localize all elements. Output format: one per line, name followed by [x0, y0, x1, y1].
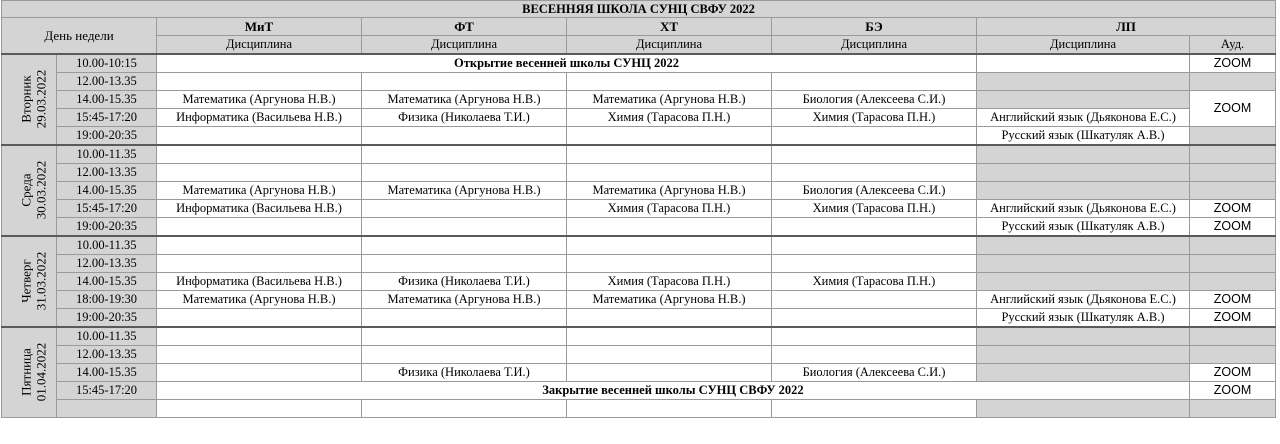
day-date: 31.03.2022 — [33, 251, 49, 310]
auditorium-cell — [1190, 255, 1276, 273]
lp-cell — [977, 54, 1190, 73]
discipline-cell: Математика (Аргунова Н.В.) — [362, 182, 567, 200]
schedule-row — [2, 327, 1276, 346]
discipline-cell — [772, 218, 977, 237]
discipline-cell: Химия (Тарасова П.Н.) — [772, 109, 977, 127]
discipline-cell — [157, 364, 362, 382]
discipline-cell — [567, 364, 772, 382]
discipline-cell: Химия (Тарасова П.Н.) — [567, 273, 772, 291]
discipline-cell — [567, 127, 772, 146]
discipline-cell: Математика (Аргунова Н.В.) — [157, 291, 362, 309]
discipline-cell — [362, 127, 567, 146]
day-name: Среда — [18, 172, 34, 207]
event-cell: Закрытие весенней школы СУНЦ СВФУ 2022 — [157, 382, 1190, 400]
discipline-cell — [772, 291, 977, 309]
time-slot: 12.00-13.35 — [57, 255, 157, 273]
discipline-cell — [772, 164, 977, 182]
day-cell — [2, 145, 57, 236]
discipline-cell — [977, 273, 1190, 291]
day-date: 29.03.2022 — [33, 69, 49, 128]
discipline-cell — [567, 255, 772, 273]
discipline-cell — [157, 164, 362, 182]
schedule-row — [2, 400, 1276, 418]
schedule-row — [2, 236, 1276, 255]
discipline-cell — [157, 327, 362, 346]
discipline-header: Дисциплина — [362, 36, 567, 55]
auditorium-cell — [1190, 127, 1276, 146]
discipline-cell — [772, 400, 977, 418]
day-cell — [2, 236, 57, 327]
discipline-cell — [772, 309, 977, 328]
discipline-cell — [977, 364, 1190, 382]
discipline-cell: Русский язык (Шкатуляк А.В.) — [977, 127, 1190, 146]
discipline-cell — [567, 73, 772, 91]
auditorium-header: Ауд. — [1190, 36, 1276, 55]
auditorium-cell: ZOOM — [1190, 382, 1276, 400]
discipline-cell: Биология (Алексеева С.И.) — [772, 182, 977, 200]
discipline-cell: Математика (Аргунова Н.В.) — [362, 91, 567, 109]
discipline-cell: Английский язык (Дьяконова Е.С.) — [977, 200, 1190, 218]
auditorium-cell — [1190, 145, 1276, 164]
discipline-cell — [362, 346, 567, 364]
discipline-cell — [977, 91, 1190, 109]
direction-header-xt: ХТ — [567, 18, 772, 36]
discipline-cell: Английский язык (Дьяконова Е.С.) — [977, 109, 1190, 127]
discipline-cell — [567, 327, 772, 346]
discipline-cell: Математика (Аргунова Н.В.) — [567, 182, 772, 200]
discipline-cell — [362, 218, 567, 237]
discipline-cell — [977, 164, 1190, 182]
direction-header-lp: ЛП — [977, 18, 1276, 36]
discipline-cell — [977, 182, 1190, 200]
direction-header-ft: ФТ — [362, 18, 567, 36]
discipline-cell — [772, 255, 977, 273]
schedule-row — [2, 200, 1276, 218]
discipline-cell — [362, 327, 567, 346]
auditorium-cell: ZOOM — [1190, 200, 1276, 218]
discipline-cell: Биология (Алексеева С.И.) — [772, 364, 977, 382]
discipline-cell: Информатика (Васильева Н.В.) — [157, 109, 362, 127]
day-name: Четверг — [18, 258, 34, 303]
discipline-cell: Физика (Николаева Т.И.) — [362, 364, 567, 382]
discipline-cell: Русский язык (Шкатуляк А.В.) — [977, 218, 1190, 237]
schedule-table — [1, 0, 1276, 418]
day-date: 01.04.2022 — [33, 342, 49, 401]
discipline-cell — [362, 400, 567, 418]
discipline-cell: Математика (Аргунова Н.В.) — [157, 182, 362, 200]
discipline-cell — [772, 236, 977, 255]
schedule-row — [2, 73, 1276, 91]
schedule-row — [2, 346, 1276, 364]
discipline-cell: Физика (Николаева Т.И.) — [362, 109, 567, 127]
discipline-cell — [977, 73, 1190, 91]
auditorium-cell: ZOOM — [1190, 309, 1276, 328]
time-slot: 10.00-11.35 — [57, 236, 157, 255]
discipline-cell — [772, 346, 977, 364]
discipline-cell — [772, 327, 977, 346]
schedule-row — [2, 291, 1276, 309]
time-slot: 18:00-19:30 — [57, 291, 157, 309]
discipline-header: Дисциплина — [157, 36, 362, 55]
time-slot: 14.00-15.35 — [57, 364, 157, 382]
discipline-cell — [977, 327, 1190, 346]
time-slot: 15:45-17:20 — [57, 200, 157, 218]
discipline-cell: Математика (Аргунова Н.В.) — [157, 91, 362, 109]
schedule-row — [2, 182, 1276, 200]
discipline-cell: Информатика (Васильева Н.В.) — [157, 273, 362, 291]
schedule-row — [2, 54, 1276, 73]
discipline-cell: Английский язык (Дьяконова Е.С.) — [977, 291, 1190, 309]
auditorium-cell — [1190, 273, 1276, 291]
discipline-cell — [362, 164, 567, 182]
day-name: Пятница — [18, 347, 34, 396]
time-slot: 14.00-15.35 — [57, 273, 157, 291]
day-date: 30.03.2022 — [33, 160, 49, 219]
discipline-cell — [362, 73, 567, 91]
discipline-cell: Математика (Аргунова Н.В.) — [362, 291, 567, 309]
discipline-cell — [567, 145, 772, 164]
time-slot: 14.00-15.35 — [57, 182, 157, 200]
discipline-cell: Химия (Тарасова П.Н.) — [772, 200, 977, 218]
auditorium-cell — [1190, 327, 1276, 346]
discipline-cell — [362, 200, 567, 218]
time-slot: 19:00-20:35 — [57, 127, 157, 146]
discipline-cell: Химия (Тарасова П.Н.) — [567, 200, 772, 218]
time-slot — [57, 400, 157, 418]
schedule-title: ВЕСЕННЯЯ ШКОЛА СУНЦ СВФУ 2022 — [2, 1, 1276, 18]
discipline-cell: Математика (Аргунова Н.В.) — [567, 291, 772, 309]
discipline-cell — [977, 346, 1190, 364]
time-slot: 19:00-20:35 — [57, 309, 157, 328]
day-name: Вторник — [18, 74, 34, 123]
discipline-cell — [977, 236, 1190, 255]
time-slot: 19:00-20:35 — [57, 218, 157, 237]
discipline-cell — [772, 145, 977, 164]
discipline-header: Дисциплина — [977, 36, 1190, 55]
schedule-row — [2, 109, 1276, 127]
day-cell — [2, 54, 57, 145]
day-label — [18, 160, 48, 219]
discipline-header: Дисциплина — [567, 36, 772, 55]
discipline-cell: Химия (Тарасова П.Н.) — [772, 273, 977, 291]
auditorium-cell — [1190, 236, 1276, 255]
auditorium-cell: ZOOM — [1190, 291, 1276, 309]
discipline-cell: Биология (Алексеева С.И.) — [772, 91, 977, 109]
time-slot: 15:45-17:20 — [57, 382, 157, 400]
discipline-cell — [772, 73, 977, 91]
auditorium-cell: ZOOM — [1190, 91, 1276, 127]
auditorium-cell — [1190, 400, 1276, 418]
discipline-cell — [157, 309, 362, 328]
day-label — [18, 69, 48, 128]
discipline-cell — [157, 400, 362, 418]
schedule-row — [2, 218, 1276, 237]
schedule-row — [2, 145, 1276, 164]
discipline-cell — [362, 145, 567, 164]
discipline-cell — [157, 145, 362, 164]
auditorium-cell — [1190, 346, 1276, 364]
schedule-row — [2, 273, 1276, 291]
schedule-row — [2, 164, 1276, 182]
discipline-cell — [567, 400, 772, 418]
discipline-cell: Русский язык (Шкатуляк А.В.) — [977, 309, 1190, 328]
discipline-cell: Физика (Николаева Т.И.) — [362, 273, 567, 291]
direction-header-mit: МиТ — [157, 18, 362, 36]
auditorium-cell: ZOOM — [1190, 54, 1276, 73]
discipline-cell — [567, 236, 772, 255]
discipline-cell: Математика (Аргунова Н.В.) — [567, 91, 772, 109]
discipline-cell — [157, 255, 362, 273]
day-of-week-header: День недели — [2, 18, 157, 55]
time-slot: 14.00-15.35 — [57, 91, 157, 109]
discipline-cell — [977, 255, 1190, 273]
schedule-row — [2, 91, 1276, 109]
discipline-cell — [157, 73, 362, 91]
discipline-cell — [362, 255, 567, 273]
auditorium-cell: ZOOM — [1190, 364, 1276, 382]
time-slot: 12.00-13.35 — [57, 164, 157, 182]
schedule-row — [2, 127, 1276, 146]
time-slot: 12.00-13.35 — [57, 346, 157, 364]
day-cell — [2, 327, 57, 418]
schedule-row — [2, 382, 1276, 400]
discipline-cell — [977, 400, 1190, 418]
discipline-cell — [157, 346, 362, 364]
schedule-row — [2, 364, 1276, 382]
discipline-cell — [362, 309, 567, 328]
discipline-cell — [157, 236, 362, 255]
discipline-cell: Химия (Тарасова П.Н.) — [567, 109, 772, 127]
discipline-cell — [567, 218, 772, 237]
auditorium-cell: ZOOM — [1190, 218, 1276, 237]
day-label — [18, 251, 48, 310]
auditorium-cell — [1190, 182, 1276, 200]
auditorium-cell — [1190, 164, 1276, 182]
schedule-row — [2, 309, 1276, 328]
time-slot: 10.00-11.35 — [57, 327, 157, 346]
direction-header-be: БЭ — [772, 18, 977, 36]
schedule-row — [2, 255, 1276, 273]
time-slot: 12.00-13.35 — [57, 73, 157, 91]
discipline-cell: Информатика (Васильева Н.В.) — [157, 200, 362, 218]
discipline-cell — [567, 164, 772, 182]
time-slot: 15:45-17:20 — [57, 109, 157, 127]
time-slot: 10.00-10:15 — [57, 54, 157, 73]
discipline-cell — [567, 346, 772, 364]
auditorium-cell — [1190, 73, 1276, 91]
discipline-cell — [362, 236, 567, 255]
discipline-cell — [977, 145, 1190, 164]
discipline-cell — [567, 309, 772, 328]
discipline-cell — [157, 127, 362, 146]
discipline-cell — [772, 127, 977, 146]
day-label — [18, 342, 48, 401]
time-slot: 10.00-11.35 — [57, 145, 157, 164]
discipline-header: Дисциплина — [772, 36, 977, 55]
discipline-cell — [157, 218, 362, 237]
event-cell: Открытие весенней школы СУНЦ 2022 — [157, 54, 977, 73]
